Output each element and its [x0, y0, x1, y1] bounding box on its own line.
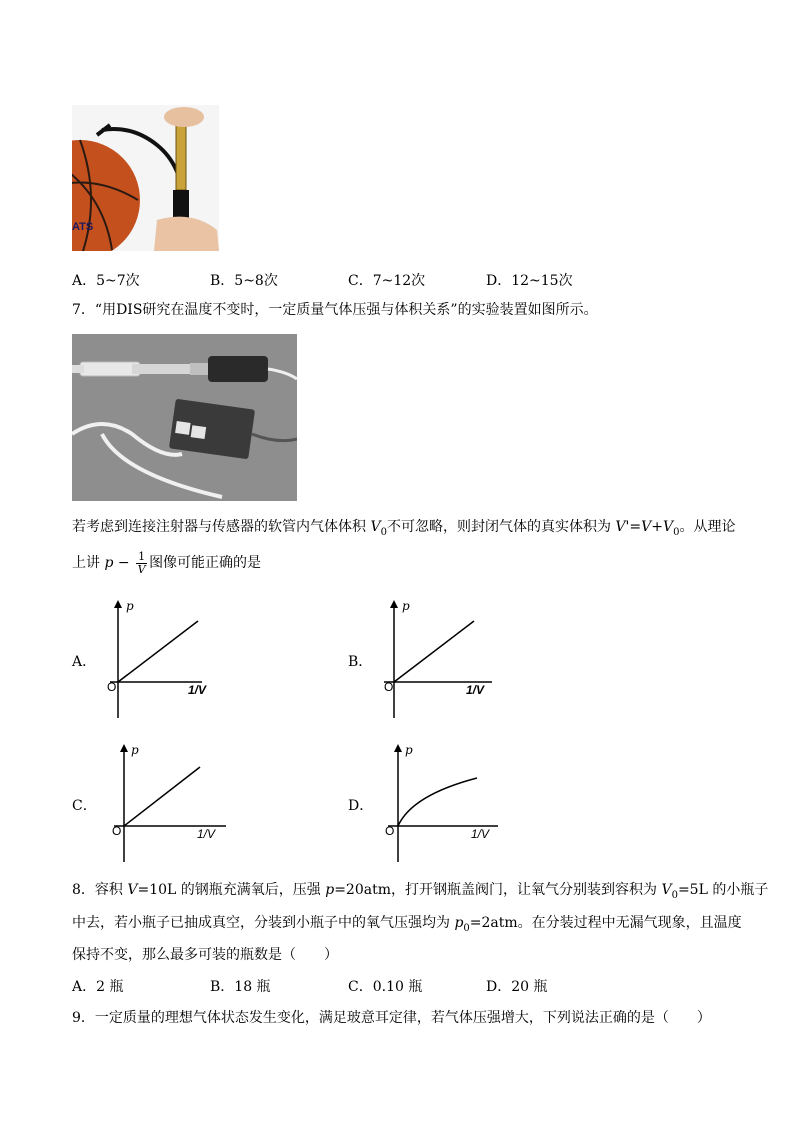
dis-apparatus-photo — [72, 334, 297, 501]
graph-b-x-label: 1/V — [466, 683, 485, 697]
q9-stem: 9．一定质量的理想气体状态发生变化，满足玻意耳定律，若气体压强增大，下列说法正确的是（ ） — [72, 1010, 711, 1026]
graph-c-x-label: 1/V — [197, 827, 216, 841]
q8-option-c: C．0.10 瓶 — [348, 979, 423, 995]
basketball-pump-photo — [72, 105, 219, 251]
graph-a — [102, 596, 202, 720]
var-v: V — [661, 882, 672, 898]
q7-text: 上讲 — [72, 555, 105, 571]
q6-option-b: B．5~8次 — [210, 273, 278, 289]
var-v: V — [615, 519, 626, 535]
q6-option-a: A．5~7次 — [72, 273, 140, 289]
graph-a-x-label: 1/V — [188, 683, 207, 697]
q7-stem: 7．“用DIS研究在温度不变时，一定质量气体压强与体积关系”的实验装置如图所示。 — [72, 302, 598, 318]
graph-d-x-label: 1/V — [471, 827, 490, 841]
graph-c-label: C． — [72, 798, 97, 814]
fraction-denominator: V — [137, 562, 146, 576]
basketball-pump-illustration — [72, 105, 219, 251]
q7-paragraph-line2 — [72, 548, 261, 578]
q8-line1 — [72, 880, 768, 906]
graph-c — [108, 740, 228, 864]
q7-text: − — [113, 555, 135, 571]
q7-text: '= — [625, 519, 642, 535]
q8-text: =5L 的小瓶子 — [677, 882, 769, 898]
subscript: 0 — [673, 526, 680, 538]
var-p: p — [454, 915, 464, 931]
subscript: 0 — [463, 922, 470, 934]
q8-text: 中去，若小瓶子已抽成真空，分装到小瓶子中的氧气压强均为 — [72, 915, 455, 931]
q8-text: =2atm。在分装过程中无漏气现象，且温度 — [469, 915, 742, 931]
graph-b-label: B． — [348, 654, 373, 670]
y-axis-arrow-icon — [390, 600, 398, 608]
svg-text:ATS: ATS — [72, 221, 94, 233]
q8-text: =10L 的钢瓶充满氧后，压强 — [137, 882, 326, 898]
q7-text: 不可忽略，则封闭气体的真实体积为 — [386, 519, 616, 535]
q8-option-a: A．2 瓶 — [72, 979, 124, 995]
q8-option-d: D．20 瓶 — [486, 979, 548, 995]
q8-text: =20atm，打开钢瓶盖阀门，让氧气分别装到容积为 — [334, 882, 662, 898]
q7-paragraph-line1 — [72, 517, 735, 543]
graph-curve — [394, 621, 474, 682]
fraction-1-over-v — [136, 551, 147, 576]
q7-text: 。从理论 — [679, 519, 736, 535]
y-axis-arrow-icon — [394, 744, 402, 752]
var-v: V — [127, 882, 138, 898]
graph-a-y-label: p — [126, 599, 134, 613]
graph-c-y-label: p — [131, 743, 139, 757]
graph-b-origin: O — [384, 680, 394, 694]
graph-d-label: D． — [348, 798, 374, 814]
q6-option-c: C．7~12次 — [348, 273, 426, 289]
q8-text: 8．容积 — [72, 882, 128, 898]
subscript: 0 — [380, 526, 387, 538]
graph-c-origin: O — [112, 824, 122, 838]
var-p: p — [325, 882, 335, 898]
var-p: p — [104, 555, 114, 571]
graph-a-label: A． — [72, 654, 97, 670]
var-v: V — [641, 519, 652, 535]
graph-curve — [118, 621, 198, 682]
graph-a-origin: O — [107, 680, 117, 694]
graph-d-origin: O — [385, 824, 395, 838]
q8-line2 — [72, 913, 742, 939]
subscript: 0 — [671, 889, 678, 901]
y-axis-arrow-icon — [114, 600, 122, 608]
graph-d-y-label: p — [405, 743, 413, 757]
var-v: V — [662, 519, 674, 535]
graph-curve — [124, 767, 200, 826]
q7-text: 图像可能正确的是 — [149, 555, 262, 571]
dis-apparatus-illustration — [72, 334, 297, 501]
graph-curve — [398, 778, 477, 826]
fraction-numerator: 1 — [138, 549, 146, 563]
graph-d — [382, 740, 502, 864]
q7-text: 若考虑到连接注射器与传感器的软管内气体体积 — [72, 519, 371, 535]
y-axis-arrow-icon — [120, 744, 128, 752]
graph-b — [378, 596, 498, 720]
q8-line3: 保持不变，那么最多可装的瓶数是（ ） — [72, 947, 338, 963]
var-v: V — [370, 519, 381, 535]
q6-option-d: D．12~15次 — [486, 273, 573, 289]
q8-option-b: B．18 瓶 — [210, 979, 271, 995]
q7-text: + — [651, 519, 663, 535]
graph-b-y-label: p — [402, 599, 410, 613]
